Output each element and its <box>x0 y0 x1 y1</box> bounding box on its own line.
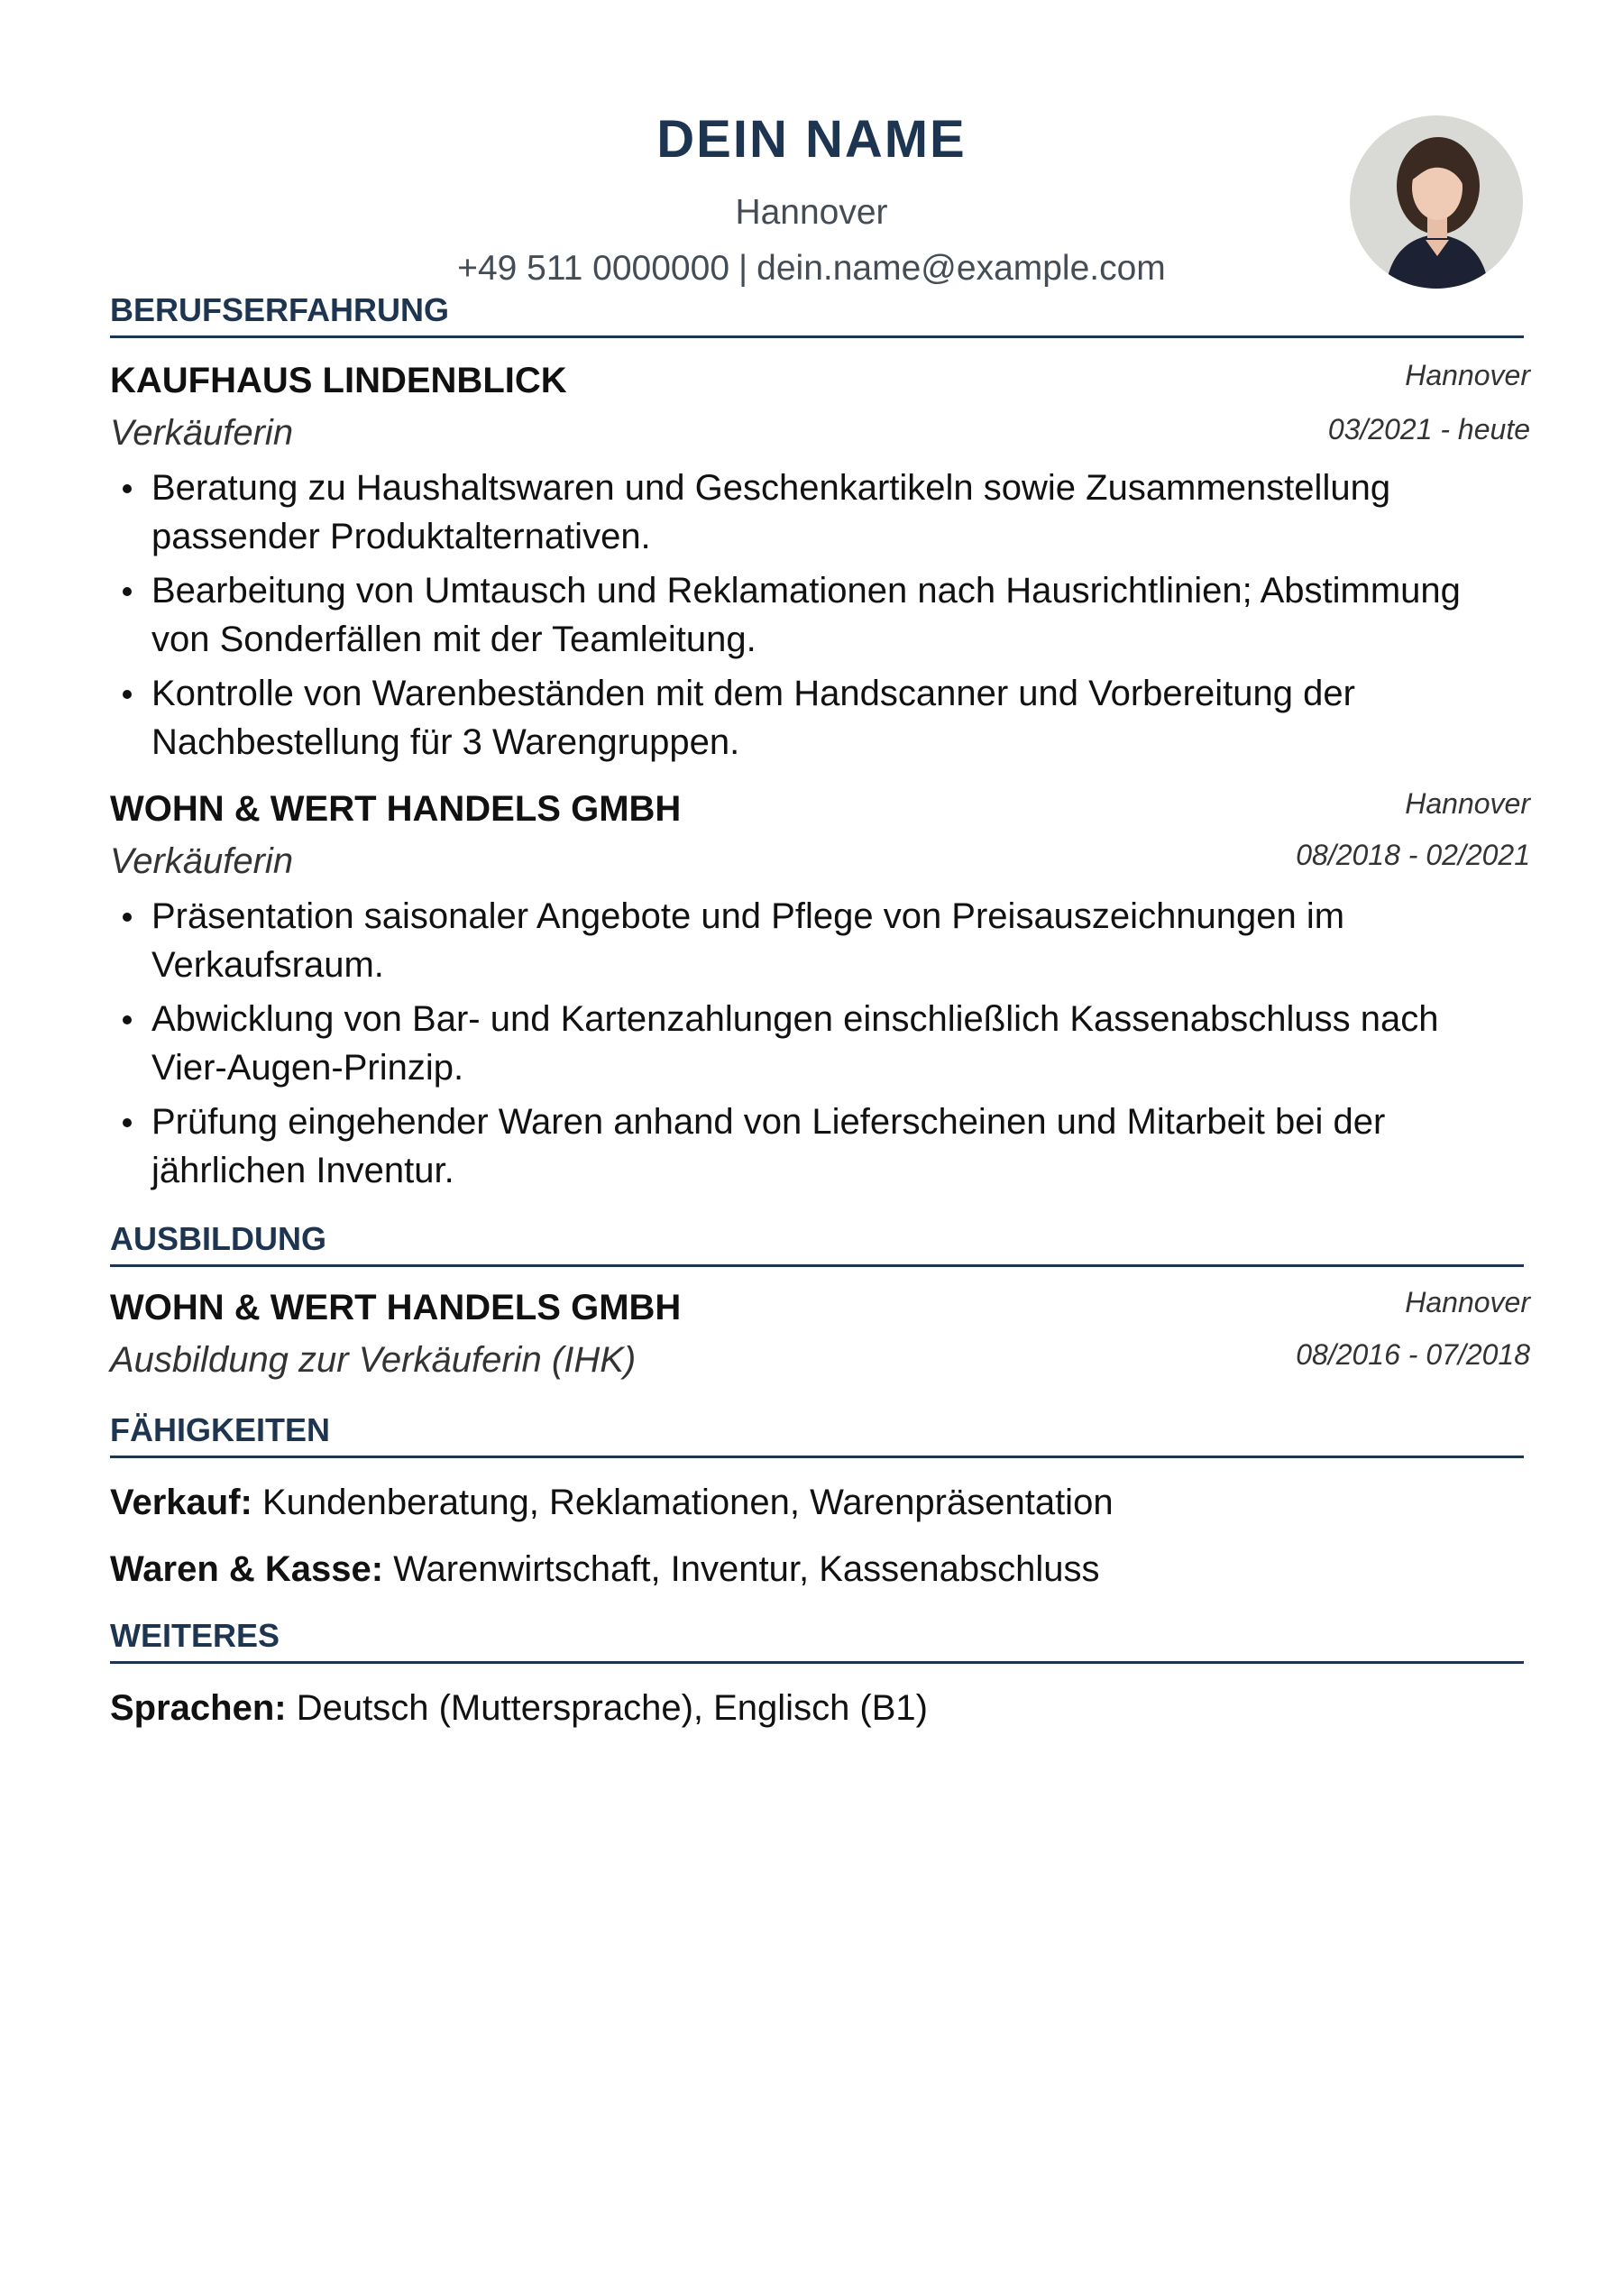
education-1-dates: 08/2016 - 07/2018 <box>1296 1338 1530 1371</box>
languages-value: Deutsch (Muttersprache), Englisch (B1) <box>296 1688 928 1728</box>
bullet-icon <box>123 913 132 922</box>
experience-1-role: Verkäuferin <box>110 413 294 453</box>
bullet-icon <box>123 1118 132 1127</box>
experience-1-bullets <box>110 464 1517 772</box>
list-item: Abwicklung von Bar- und Kartenzahlungen einschließlich Kassenabschluss nach Vier-Augen-Prinzip. <box>110 995 1517 1092</box>
education-1-location: Hannover <box>1405 1286 1530 1318</box>
experience-1-company: KAUFHAUS LINDENBLICK <box>110 361 567 400</box>
experience-1-dates: 03/2021 - heute <box>1327 413 1530 445</box>
experience-2-dates: 08/2018 - 02/2021 <box>1296 839 1530 871</box>
section-title-education: AUSBILDUNG <box>110 1219 1524 1267</box>
list-item: Präsentation saisonaler Angebote und Pflege von Preisauszeichnungen im Verkaufsraum. <box>110 892 1517 989</box>
experience-2-location: Hannover <box>1405 787 1530 820</box>
contact-separator: | <box>738 249 748 288</box>
section-title-other: WEITERES <box>110 1616 1524 1664</box>
list-item: Beratung zu Haushaltswaren und Geschenkartikeln sowie Zusammenstellung passender Produktalternativen. <box>110 464 1517 561</box>
education-1-company: WOHN & WERT HANDELS GMBH <box>110 1288 682 1327</box>
section-title-skills: FÄHIGKEITEN <box>110 1410 1524 1458</box>
languages-label: Sprachen: <box>110 1688 287 1728</box>
list-item: Bearbeitung von Umtausch und Reklamationen nach Hausrichtlinien; Abstimmung von Sonderfällen mit der Teamleitung. <box>110 566 1517 664</box>
experience-1-location: Hannover <box>1405 359 1530 391</box>
candidate-city: Hannover <box>735 193 888 232</box>
skill-value: Warenwirtschaft, Inventur, Kassenabschluss <box>393 1549 1100 1589</box>
bullet-icon <box>123 1015 132 1024</box>
education-1-role: Ausbildung zur Verkäuferin (IHK) <box>110 1340 637 1380</box>
candidate-name: DEIN NAME <box>656 110 967 169</box>
skill-row <box>110 1481 1114 1524</box>
phone-number: +49 511 0000000 <box>457 249 730 288</box>
skill-value: Kundenberatung, Reklamationen, Warenpräsentation <box>261 1483 1114 1522</box>
experience-2-role: Verkäuferin <box>110 841 294 881</box>
list-item: Prüfung eingehender Waren anhand von Lieferscheinen und Mitarbeit bei der jährlichen Inventur. <box>110 1097 1517 1195</box>
skill-label: Waren & Kasse: <box>110 1549 384 1589</box>
experience-2-company: WOHN & WERT HANDELS GMBH <box>110 789 682 829</box>
skill-label: Verkauf: <box>110 1483 252 1522</box>
bullet-icon <box>123 587 132 596</box>
email-address: dein.name@example.com <box>756 249 1166 288</box>
bullet-icon <box>123 484 132 493</box>
experience-2-bullets <box>110 892 1517 1200</box>
section-title-experience: BERUFSERFAHRUNG <box>110 290 1524 338</box>
bullet-icon <box>123 690 132 699</box>
skill-row <box>110 1548 1100 1591</box>
profile-photo <box>1350 115 1523 289</box>
list-item: Kontrolle von Warenbeständen mit dem Handscanner und Vorbereitung der Nachbestellung für 3 Warengruppen. <box>110 669 1517 767</box>
languages-row <box>110 1686 928 1730</box>
